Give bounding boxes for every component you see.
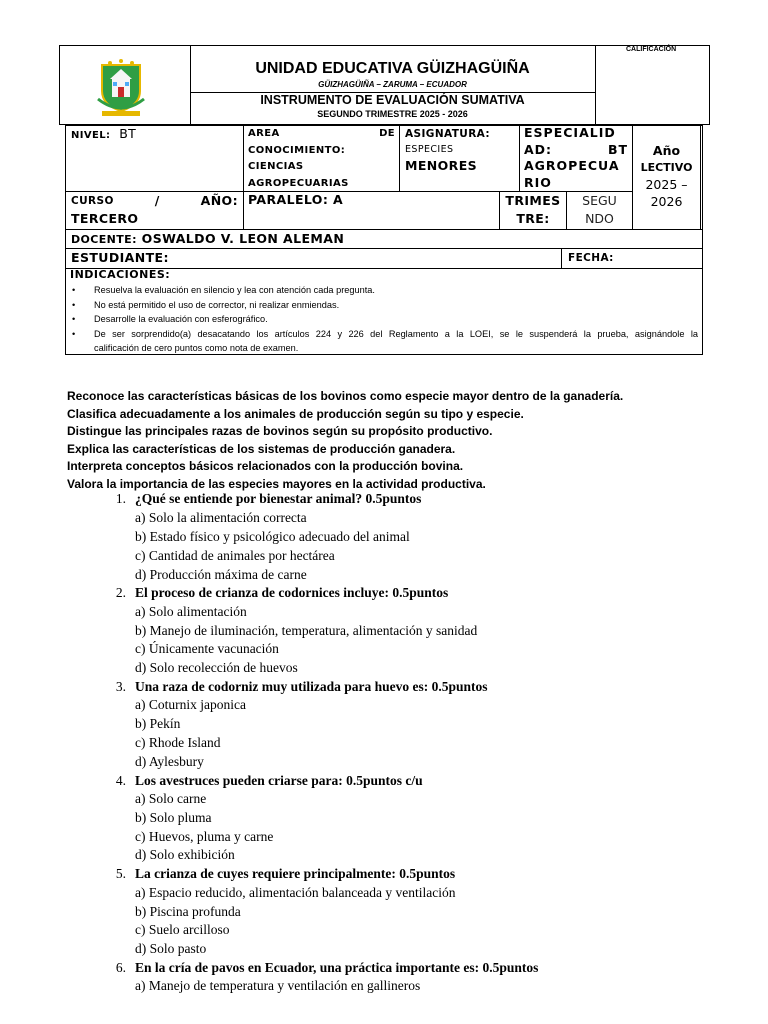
objective-item: Distingue las principales razas de bovinos según su propósito productivo. — [67, 424, 493, 438]
indication-item: • Desarrolle la evaluación con esferográfico. — [72, 314, 268, 324]
nivel-label: NIVEL: — [71, 130, 111, 141]
esp-l2b: BT — [607, 141, 628, 157]
objective-item: Valora la importancia de las especies mayores en la actividad productiva. — [67, 476, 486, 491]
trim-v2: NDO — [585, 211, 614, 226]
nivel-cell — [71, 126, 136, 144]
asignatura-label: ASIGNATURA: — [405, 128, 491, 140]
answer-option[interactable]: c) Únicamente vacunación — [135, 641, 279, 656]
instrument-title: INSTRUMENTO DE EVALUACIÓN SUMATIVA — [260, 93, 525, 107]
indications-list — [70, 283, 698, 356]
area-l1: AREA — [248, 128, 280, 139]
question-number: 3. — [115, 679, 126, 694]
asignatura-l3: MENORES — [405, 158, 478, 173]
grid-line — [499, 191, 500, 229]
indication-item-cont: calificación de cero puntos como nota de examen. — [94, 343, 299, 353]
asignatura-cell — [405, 126, 490, 174]
answer-option[interactable]: d) Producción máxima de carne — [135, 567, 307, 582]
grade-label: CALIFICACIÓN — [626, 46, 677, 53]
question-text: En la cría de pavos en Ecuador, una práctica importante es: 0.5puntos — [135, 960, 539, 975]
grid-line — [65, 229, 703, 230]
curso-value: TERCERO — [71, 211, 139, 226]
estudiante-field[interactable] — [180, 249, 558, 267]
curso-slash: / — [154, 193, 160, 208]
grid-line — [561, 248, 562, 268]
answer-option[interactable]: b) Piscina profunda — [135, 904, 241, 919]
answer-option[interactable]: d) Solo recolección de huevos — [135, 660, 298, 675]
trim-l1: TRIMES — [505, 193, 561, 208]
docente-row — [71, 231, 344, 248]
answer-option[interactable]: a) Solo alimentación — [135, 604, 247, 619]
objective-item: Clasifica adecuadamente a los animales de producción según su tipo y especie. — [67, 406, 524, 421]
paralelo-cell: PARALELO: A — [248, 192, 344, 207]
answer-option[interactable]: c) Suelo arcilloso — [135, 922, 230, 937]
fecha-field[interactable] — [620, 249, 700, 267]
area-l4: AGROPECUARIAS — [248, 177, 349, 189]
area-l2: CONOCIMIENTO: — [248, 144, 346, 156]
question-text: Una raza de codorniz muy utilizada para huevo es: 0.5puntos — [135, 679, 488, 694]
answer-option[interactable]: c) Huevos, pluma y carne — [135, 829, 274, 844]
objectives — [67, 388, 727, 493]
question-number: 5. — [115, 866, 126, 881]
docente-label: DOCENTE: — [71, 233, 137, 246]
answer-option[interactable]: b) Estado físico y psicológico adecuado del animal — [135, 529, 410, 544]
answer-option[interactable]: b) Manejo de iluminación, temperatura, alimentación y sanidad — [135, 623, 478, 638]
esp-l3: AGROPECUA — [524, 158, 620, 173]
answer-option[interactable]: a) Solo carne — [135, 791, 207, 806]
answer-option[interactable]: d) Solo pasto — [135, 941, 207, 956]
answer-option[interactable]: b) Solo pluma — [135, 810, 212, 825]
indication-item: • No está permitido el uso de corrector, ni realizar enmiendas. — [72, 299, 340, 310]
ano-l1: Año — [652, 143, 681, 158]
grade-divider — [595, 45, 596, 125]
docente-value: OSWALDO V. LEON ALEMAN — [141, 231, 345, 246]
ano-l2: LECTIVO — [640, 161, 693, 174]
indication-item: • De ser sorprendido(a) desacatando los artículos 224 y 226 del Reglamento a la LOEI, se le suspenderá la prueba, asignándole la — [72, 328, 698, 339]
indication-item: • Resuelva la evaluación en silencio y lea con atención cada pregunta. — [72, 285, 375, 295]
school-location: GÜIZHAGÜIÑA – ZARUMA – ECUADOR — [318, 80, 467, 89]
ano-l4: 2026 — [650, 194, 683, 209]
question-text: Los avestruces pueden criarse para: 0.5puntos c/u — [135, 773, 423, 788]
answer-option[interactable]: a) Espacio reducido, alimentación balanceada y ventilación — [135, 885, 456, 900]
objective-item: Reconoce las características básicas de los bovinos como especie mayor dentro de la ganadería. — [67, 389, 624, 403]
esp-l4: RIO — [524, 174, 552, 190]
question-number: 6. — [115, 960, 126, 975]
question-text: ¿Qué se entiende por bienestar animal? 0.5puntos — [135, 491, 422, 506]
especialidad-cell — [524, 125, 628, 191]
ano-lectivo-cell — [633, 142, 700, 210]
objective-item: Explica las características de los sistemas de producción ganadera. — [67, 441, 456, 456]
trim-v1: SEGU — [582, 193, 617, 208]
answer-option[interactable]: a) Solo la alimentación correcta — [135, 510, 307, 525]
answer-option[interactable]: c) Cantidad de animales por hectárea — [135, 548, 335, 563]
area-l3: CIENCIAS — [248, 161, 304, 172]
question-number: 2. — [115, 585, 126, 600]
ano-l3: 2025 – — [645, 177, 688, 192]
grid-line — [700, 125, 701, 229]
trimestre-label-cell — [502, 192, 564, 228]
question-number: 4. — [115, 773, 126, 788]
asignatura-l2: ESPECIES — [405, 144, 454, 155]
answer-option[interactable]: d) Solo exhibición — [135, 847, 235, 862]
estudiante-label: ESTUDIANTE: — [71, 250, 169, 265]
fecha-label: FECHA: — [568, 252, 614, 264]
question-text: La crianza de cuyes requiere principalmente: 0.5puntos — [135, 866, 456, 881]
indications-title: INDICACIONES: — [70, 268, 171, 281]
answer-option[interactable]: c) Rhode Island — [135, 735, 221, 750]
esp-l1: ESPECIALID — [524, 125, 616, 140]
curso-label: CURSO — [71, 195, 114, 207]
esp-l2a: AD: — [524, 141, 553, 157]
grid-line — [243, 125, 244, 229]
grid-line — [399, 125, 400, 191]
answer-option[interactable]: b) Pekín — [135, 716, 181, 731]
trimestre-value-cell — [567, 192, 632, 228]
question-text: El proceso de crianza de codornices incluye: 0.5puntos — [135, 585, 449, 600]
school-name: UNIDAD EDUCATIVA GÜIZHAGÜIÑA — [255, 60, 530, 77]
curso-ano-label: AÑO: — [200, 193, 238, 208]
answer-option[interactable]: a) Manejo de temperatura y ventilación en gallineros — [135, 978, 421, 993]
answer-option[interactable]: d) Aylesbury — [135, 754, 204, 769]
curso-cell — [71, 192, 238, 228]
question-number: 1. — [115, 491, 126, 506]
answer-option[interactable]: a) Coturnix japonica — [135, 697, 246, 712]
trim-l2: TRE: — [516, 211, 550, 226]
grid-line — [519, 125, 520, 191]
school-logo — [88, 55, 154, 119]
term-label: SEGUNDO TRIMESTRE 2025 - 2026 — [317, 109, 468, 119]
area-cell — [248, 126, 395, 192]
nivel-value: BT — [119, 126, 137, 141]
objective-item: Interpreta conceptos básicos relacionados con la producción bovina. — [67, 459, 464, 473]
area-de: DE — [379, 128, 395, 139]
